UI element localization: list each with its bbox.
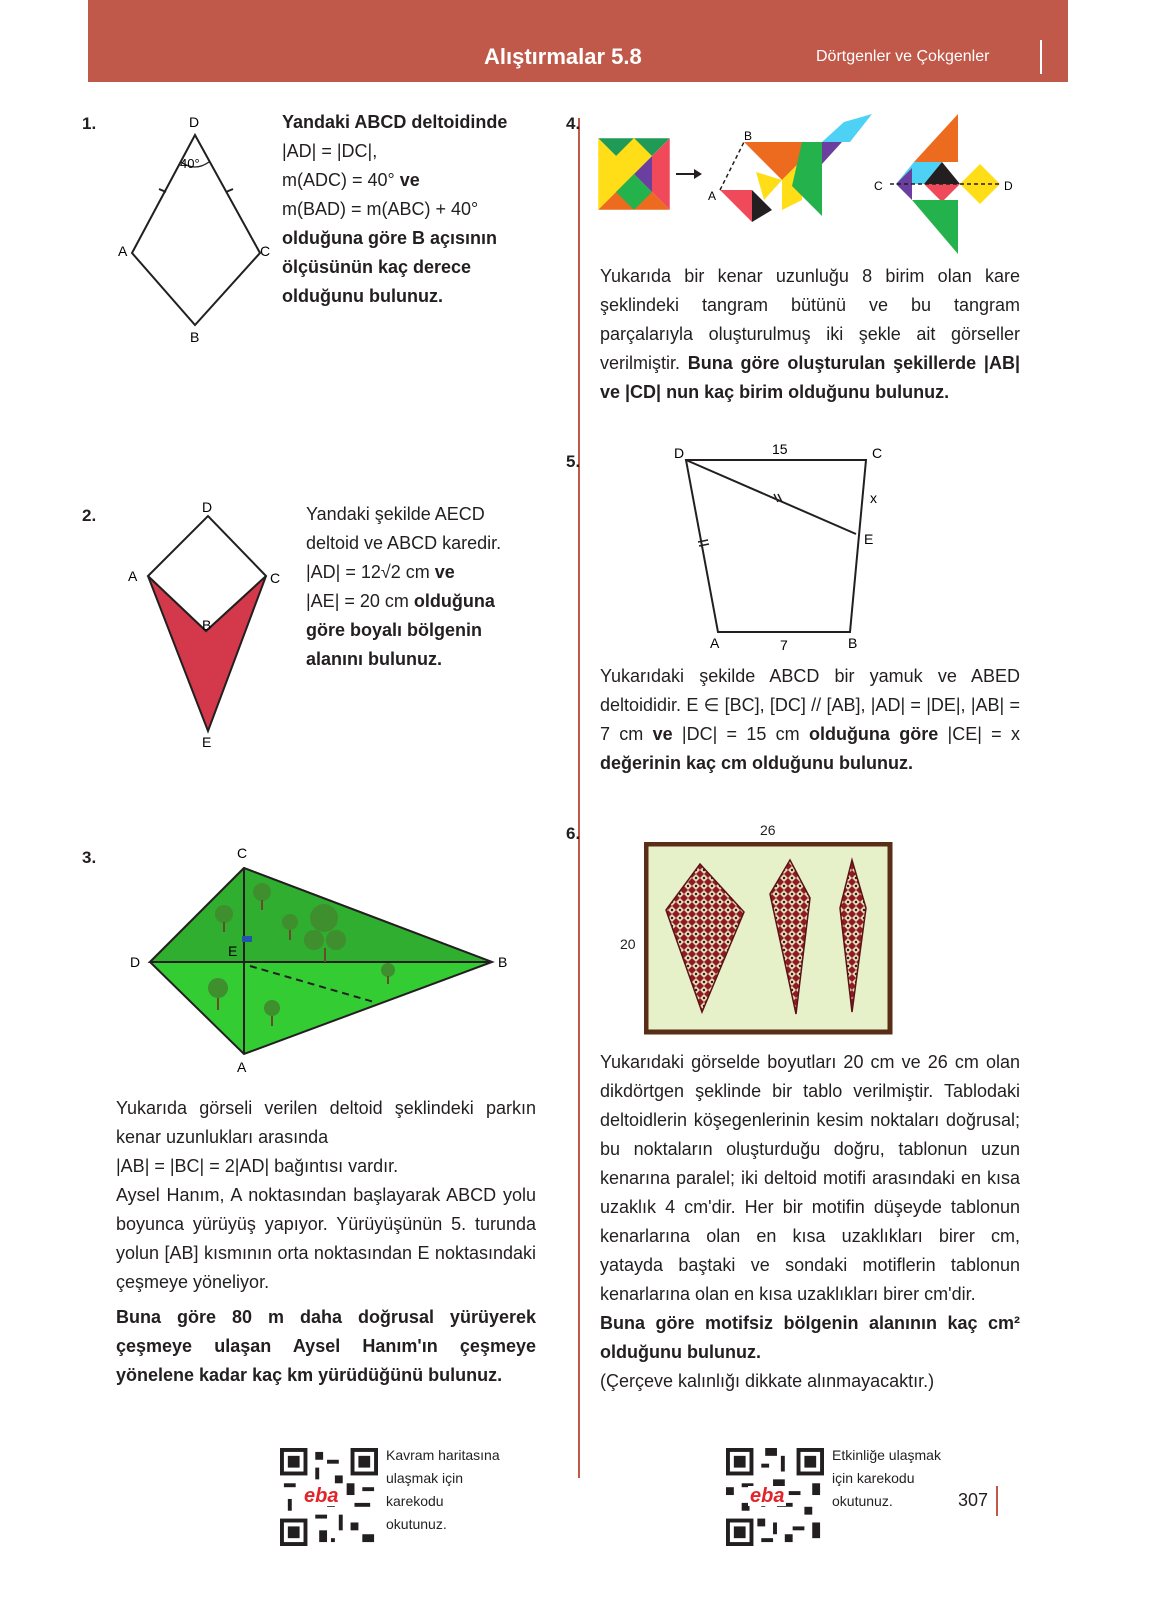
q2-line-1: Yandaki şekilde AECD — [306, 504, 485, 524]
q5-label-c: C — [872, 445, 883, 461]
q2-line-5: göre boyalı bölgenin — [306, 620, 483, 640]
q2-line-3-ve: ve — [434, 562, 455, 582]
q1-angle-label: 40° — [180, 156, 200, 171]
chapter-title: Dörtgenler ve Çokgenler — [816, 48, 990, 65]
eba-logo-2: eba — [750, 1485, 785, 1507]
q6-width-label: 26 — [760, 822, 776, 838]
q5-text-2: |DC| = 15 cm — [681, 724, 800, 744]
tangram-square — [598, 138, 670, 210]
q2-line-4: |AE| = 20 cm — [306, 591, 409, 611]
q3-label-a: A — [237, 1059, 247, 1075]
q3-label-d: D — [130, 954, 141, 970]
page-number: 307 — [958, 1490, 989, 1510]
q3-paragraph-3: Aysel Hanım, A noktasından başlayarak ABCD yolu boyunca yürüyüş yapıyor. Yürüyüşünün 5. turunda yolun [AB] kısmının orta noktasından E noktasındaki çeşmeye yöneliyor. — [116, 1185, 536, 1292]
q4-number: 4. — [566, 114, 581, 133]
q6-number: 6. — [566, 824, 581, 843]
qr1-caption: Kavram haritasına ulaşmak için karekodu okutunuz. — [386, 1447, 500, 1532]
q4-label-d: D — [1004, 179, 1013, 193]
tangram-bird — [720, 114, 872, 222]
q3-paragraph-1: Yukarıda görseli verilen deltoid şeklindeki parkın kenar uzunlukları arasında — [116, 1098, 536, 1147]
q4-label-c: C — [874, 179, 883, 193]
q5-label-e: E — [864, 531, 874, 547]
q5-label-bottom: 7 — [780, 637, 788, 653]
q6-painting-figure — [644, 842, 894, 1036]
q1-number: 1. — [82, 114, 97, 133]
q1-line-4: m(BAD) = m(ABC) + 40° — [282, 199, 479, 219]
fountain-icon — [242, 936, 252, 942]
q1-line-6: ölçüsünün kaç derece — [282, 257, 472, 277]
q1-line-3-ve: ve — [399, 170, 420, 190]
q1-label-a: A — [118, 243, 128, 259]
q1-line-2: |AD| = |DC|, — [282, 141, 378, 161]
q5-label-a: A — [710, 635, 720, 651]
q5-label-d: D — [674, 445, 685, 461]
q2-label-d: D — [202, 499, 213, 515]
q1-label-c: C — [260, 243, 271, 259]
q4-paragraph-1: Yukarıda bir kenar uzunluğu 8 birim olan kare şeklindeki tangram bütünü ve bu tangram parçalarıyla oluşturulmuş iki şekle ait görseller verilmiştir. — [600, 266, 1020, 373]
q2-number: 2. — [82, 506, 97, 525]
q2-label-e: E — [202, 734, 212, 750]
q2-line-3: |AD| = 12√2 cm — [306, 562, 430, 582]
q6-paragraph-1: Yukarıdaki görselde boyutları 20 cm ve 26 cm olan dikdörtgen şeklinde bir tablo verilmiştir. Tablodaki deltoidlerin köşegenlerinin kesim noktaları doğrusal; bu noktaların oluşturduğu doğru, tablonun uzun kenarına paralel; iki deltoid motifi arasındaki en kısa uzaklık 4 cm'dir. Her bir motifin düşeyde tablonun kenarlarına olan en kısa uzaklıkları birer cm, yatayda baştaki ve sondaki motiflerin tablonun kenarlarına olan en kısa uzaklıkları birer cm'dir. — [600, 1052, 1020, 1304]
q6-text — [600, 1048, 1020, 1396]
q5-text-ve: ve — [652, 724, 673, 744]
q3-label-c: C — [237, 845, 248, 861]
q3-text — [116, 1094, 536, 1390]
q2-label-a: A — [128, 568, 138, 584]
q5-label-x: x — [870, 490, 877, 506]
q2-line-4-b: olduğuna — [413, 591, 495, 611]
q5-trapezoid-figure — [668, 436, 898, 656]
q1-kite-figure — [110, 110, 280, 350]
q3-paragraph-2: |AB| = |BC| = 2|AD| bağıntısı vardır. — [116, 1156, 399, 1176]
q2-line-6: alanını bulunuz. — [306, 649, 442, 669]
q1-text — [282, 108, 552, 311]
q5-text-4: |CE| = x — [947, 724, 1020, 744]
q1-line-3: m(ADC) = 40° — [282, 170, 395, 190]
page-header — [88, 0, 1068, 82]
q5-text-1: Yukarıdaki şekilde ABCD bir yamuk ve ABED deltoididir. E ∈ [BC], [DC] // [AB], |AD| = |DE|, |AB| = 7 cm — [600, 666, 1020, 744]
q3-label-b: B — [498, 954, 508, 970]
q5-label-top: 15 — [772, 441, 788, 457]
q4-paragraph-2: Buna göre oluşturulan şekillerde |AB| ve |CD| nun kaç birim olduğunu bulunuz. — [600, 353, 1020, 402]
q5-text-5: değerinin kaç cm olduğunu bulunuz. — [600, 753, 914, 773]
q6-paragraph-3: (Çerçeve kalınlığı dikkate alınmayacaktır.) — [600, 1371, 935, 1391]
q4-tangram-figure — [596, 112, 1036, 262]
eba-logo-1: eba — [304, 1485, 339, 1507]
q4-label-b: B — [744, 129, 753, 143]
page-title: Alıştırmalar 5.8 — [484, 44, 642, 69]
q3-paragraph-4: Buna göre 80 m daha doğrusal yürüyerek çeşmeye ulaşan Aysel Hanım'ın çeşmeye yönelene kadar kaç km yürüdüğünü bulunuz. — [116, 1307, 536, 1385]
q5-text-3: olduğuna göre — [808, 724, 939, 744]
q5-text — [600, 662, 1020, 778]
q1-label-b: B — [190, 329, 200, 345]
q4-label-a: A — [708, 189, 717, 203]
q2-text — [306, 500, 536, 674]
q2-figure — [120, 494, 300, 759]
q2-line-2: deltoid ve ABCD karedir. — [306, 533, 502, 553]
q5-label-b: B — [848, 635, 858, 651]
q1-line-5: olduğuna göre B açısının — [282, 228, 498, 248]
q2-label-b: B — [202, 617, 212, 633]
q3-park-figure — [120, 840, 530, 1080]
q1-line-1: Yandaki ABCD deltoidinde — [282, 112, 508, 132]
q4-text — [600, 262, 1020, 407]
q2-label-c: C — [270, 570, 281, 586]
qr2-caption: Etkinliğe ulaşmak için karekodu okutunuz. — [832, 1447, 941, 1509]
header-divider — [1040, 40, 1042, 74]
q6-paragraph-2: Buna göre motifsiz bölgenin alanının kaç cm² olduğunu bulunuz. — [600, 1313, 1020, 1362]
q3-number: 3. — [82, 848, 97, 867]
q1-line-7: olduğunu bulunuz. — [282, 286, 443, 306]
page-number-bar — [996, 1486, 998, 1516]
column-divider — [578, 118, 580, 1478]
q6-height-label: 20 — [620, 936, 636, 952]
q3-label-e: E — [228, 943, 238, 959]
q1-label-d: D — [189, 114, 200, 130]
q5-number: 5. — [566, 452, 581, 471]
